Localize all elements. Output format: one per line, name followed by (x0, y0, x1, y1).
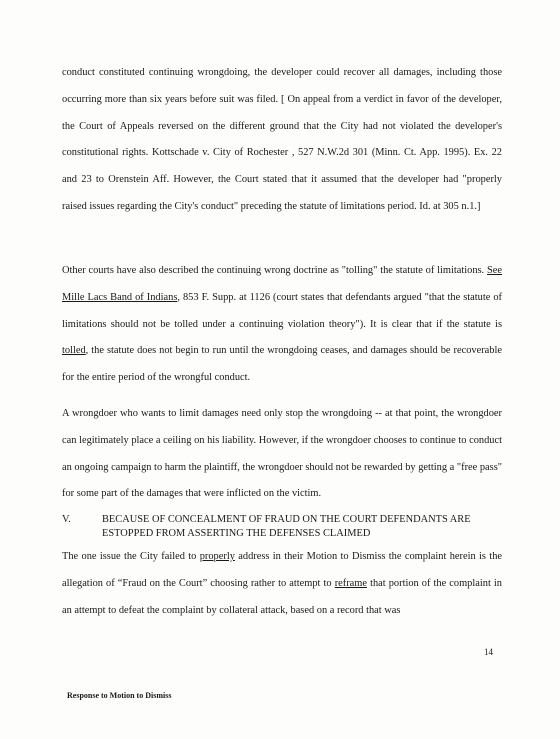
paragraph-wrongdoer (62, 401, 502, 508)
case-name-mille-lacs: Mille Lacs Band of Indians (62, 291, 178, 303)
emphasis-reframe: reframe (334, 577, 367, 589)
citation-signal-see: See (486, 265, 502, 276)
paragraph-text: , the statute does not begin to run until the wrongdoing ceases, and damages should be recoverable for the entire period of the wrongful conduct. (62, 345, 502, 384)
paragraph-text: that portion of the complaint in an attempt to defeat the complaint by collateral attack, based on a record that was (62, 577, 502, 616)
paragraph-tolling (62, 258, 502, 392)
paragraph-text: The one issue the City failed to (62, 551, 197, 562)
document-footer: Response to Motion to Dismiss (67, 691, 172, 700)
emphasis-tolled: tolled (62, 345, 86, 357)
emphasis-properly: properly (199, 551, 235, 562)
paragraph-text: Other courts have also described the continuing wrong doctrine as "tolling" the statute of limitations. (62, 265, 485, 276)
paragraph-fraud-on-court (62, 544, 502, 624)
section-title: BECAUSE OF CONCEALMENT OF FRAUD ON THE COURT DEFENDANTS ARE ESTOPPED FROM ASSERTING THE DEFENSES CLAIMED (102, 514, 471, 539)
page-number: 14 (484, 647, 493, 657)
paragraph-text: address in their Motion to Dismiss the complaint herein is the allegation of “Fraud on the Court” choosing rather to attempt to (62, 551, 503, 589)
section-number: V. (62, 514, 71, 525)
paragraph-text: conduct constituted continuing wrongdoing, the developer could recover all damages, including those occurring more than six years before suit was filed. [ On appeal from a verdict in favor of the developer, the Court of Appeals reversed on the different ground that the City had not violated the developer's constitutional rights. Kottschade v. City of Rochester , 527 N.W.2d 301 (Minn. Ct. App. 1995). Ex. 22 and 23 to Orenstein Aff. However, the Court stated that it assumed that the developer had "properly raised issues regarding the City's conduct" preceding the statute of limitations period. Id. at 305 n.1.] (62, 67, 502, 212)
paragraph-continuing-wrongdoing (62, 60, 502, 221)
paragraph-text: , 853 F. Supp. at 1126 (court states that defendants argued "that the statute of limitations should not be tolled under a continuing violation theory"). It is clear that if the statute is (62, 291, 502, 330)
paragraph-text: A wrongdoer who wants to limit damages need only stop the wrongdoing -- at that point, the wrongdoer can legitimately place a ceiling on his liability. However, if the wrongdoer chooses to continue to conduct an ongoing campaign to harm the plaintiff, the wrongdoer should not be rewarded by getting a "free pass" for some part of the damages that were inflicted on the victim. (62, 408, 502, 500)
